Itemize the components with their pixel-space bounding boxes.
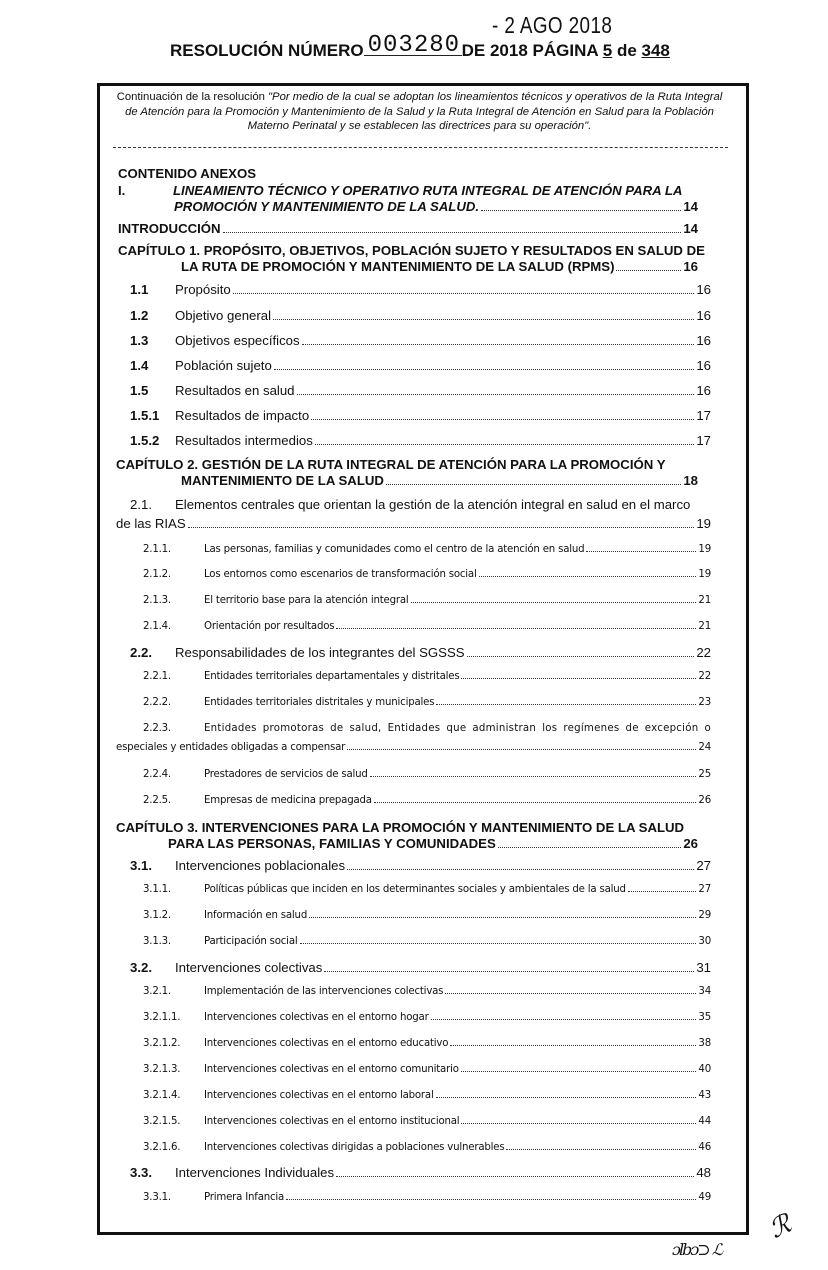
toc-chapter-1-line1: CAPÍTULO 1. PROPÓSITO, OBJETIVOS, POBLACIÓN SUJETO Y RESULTADOS EN SALUD DE: [118, 243, 705, 258]
toc-entry[interactable]: 1.5.1 Resultados de impacto 17: [130, 408, 711, 423]
toc-entry[interactable]: 3.2.1.5. Intervenciones colectivas en el entorno institucional 44: [143, 1116, 711, 1127]
toc-entry[interactable]: 1.5.2 Resultados intermedios 17: [130, 433, 711, 448]
toc-entry[interactable]: 2.1.3. El territorio base para la atención integral 21: [143, 595, 711, 606]
resolution-label: RESOLUCIÓN NÚMERO: [170, 41, 364, 60]
toc-entry-chapter-3[interactable]: PARA LAS PERSONAS, FAMILIAS Y COMUNIDADES 26: [168, 836, 698, 851]
handwritten-initials: ɔlbɔ⊃ ℒ: [672, 1240, 722, 1259]
toc-entry[interactable]: 1.1 Propósito 16: [130, 282, 711, 297]
toc-entry[interactable]: 2.1.1. Las personas, familias y comunidades como el centro de la atención en salud 19: [143, 544, 711, 555]
toc-entry[interactable]: 1.4 Población sujeto 16: [130, 358, 711, 373]
toc-entry[interactable]: 2.2.1. Entidades territoriales departamentales y distritales 22: [143, 671, 711, 682]
toc-entry[interactable]: 3.1.1. Políticas públicas que inciden en los determinantes sociales y ambientales de la salud 27: [143, 884, 711, 895]
toc-entry[interactable]: 3.2.1.3. Intervenciones colectivas en el entorno comunitario 40: [143, 1064, 711, 1075]
toc-chapter-2-line1: CAPÍTULO 2. GESTIÓN DE LA RUTA INTEGRAL DE ATENCIÓN PARA LA PROMOCIÓN Y: [116, 457, 666, 472]
separator-line: [113, 147, 728, 148]
toc-entry[interactable]: 2.2.4. Prestadores de servicios de salud 25: [143, 769, 711, 780]
toc-entry-2-2-3-line2[interactable]: especiales y entidades obligadas a compensar 24: [116, 742, 711, 753]
toc-section-I: I. LINEAMIENTO TÉCNICO Y OPERATIVO RUTA INTEGRAL DE ATENCIÓN PARA LA: [118, 183, 683, 198]
toc-entry[interactable]: 3.2.1. Implementación de las intervenciones colectivas 34: [143, 986, 711, 997]
toc-entry[interactable]: 1.3 Objetivos específicos 16: [130, 333, 711, 348]
page-of-label: de: [616, 41, 637, 60]
year-page-label: DE 2018 PÁGINA: [461, 41, 598, 60]
toc-entry-3-3[interactable]: 3.3. Intervenciones Individuales 48: [130, 1165, 711, 1180]
continuation-quote: "Por medio de la cual se adoptan los lineamientos técnicos y operativos de la Ruta Integral de Atención para la Promoción y Mantenimiento de la Salud y la Ruta Integral de Atención en Salud para la Población Materno Perinatal y se establecen las directrices para su operación".: [125, 91, 723, 132]
toc-heading: CONTENIDO ANEXOS: [118, 166, 256, 181]
toc-entry-introduccion[interactable]: INTRODUCCIÓN 14: [118, 221, 698, 236]
toc-chapter-3-line1: CAPÍTULO 3. INTERVENCIONES PARA LA PROMOCIÓN Y MANTENIMIENTO DE LA SALUD: [116, 820, 685, 835]
toc-entry[interactable]: 2.1.4. Orientación por resultados 21: [143, 621, 711, 632]
toc-entry[interactable]: 3.2.1.1. Intervenciones colectivas en el entorno hogar 35: [143, 1012, 711, 1023]
toc-entry-2-2[interactable]: 2.2. Responsabilidades de los integrantes del SGSSS 22: [130, 645, 711, 660]
toc-entry-2-1-line2[interactable]: de las RIAS 19: [116, 516, 711, 531]
toc-entry-chapter-2[interactable]: MANTENIMIENTO DE LA SALUD 18: [181, 473, 698, 488]
toc-entry[interactable]: 2.1.2. Los entornos como escenarios de transformación social 19: [143, 569, 711, 580]
toc-entry[interactable]: 3.1.2. Información en salud 29: [143, 910, 711, 921]
handwritten-signature: ℛ: [764, 1209, 797, 1245]
toc-entry[interactable]: 3.2.1.6. Intervenciones colectivas dirigidas a poblaciones vulnerables 46: [143, 1142, 711, 1153]
toc-entry[interactable]: 3.2.1.2. Intervenciones colectivas en el entorno educativo 38: [143, 1038, 711, 1049]
page-number: 5: [602, 41, 613, 60]
toc-entry[interactable]: 3.2.1.4. Intervenciones colectivas en el entorno laboral 43: [143, 1090, 711, 1101]
toc-entry-chapter-1[interactable]: LA RUTA DE PROMOCIÓN Y MANTENIMIENTO DE LA SALUD (RPMS) 16: [181, 259, 698, 274]
toc-entry[interactable]: 2.2.2. Entidades territoriales distritales y municipales 23: [143, 697, 711, 708]
continuation-note: [112, 90, 727, 134]
toc-entry[interactable]: 1.2 Objetivo general 16: [130, 308, 711, 323]
continuation-prefix: Continuación de la resolución: [116, 91, 269, 103]
toc-entry[interactable]: 3.3.1. Primera Infancia 49: [143, 1192, 711, 1203]
toc-entry-3-1[interactable]: 3.1. Intervenciones poblacionales 27: [130, 858, 711, 873]
toc-entry-2-2-3-line1[interactable]: 2.2.3. Entidades promotoras de salud, Entidades que administran los regímenes de excepción o: [143, 723, 711, 734]
total-pages: 348: [641, 41, 670, 60]
toc-entry-3-2[interactable]: 3.2. Intervenciones colectivas 31: [130, 960, 711, 975]
toc-entry[interactable]: 3.1.3. Participación social 30: [143, 936, 711, 947]
resolution-header: [170, 32, 670, 61]
date-stamp: - 2 AGO 2018: [492, 12, 613, 38]
toc-entry[interactable]: 2.2.5. Empresas de medicina prepagada 26: [143, 795, 711, 806]
toc-entry-2-1-line1[interactable]: 2.1. Elementos centrales que orientan la gestión de la atención integral en salud en el marco: [130, 497, 691, 512]
resolution-number-field: [364, 32, 462, 59]
resolution-number: 003280: [367, 32, 461, 59]
toc-entry[interactable]: PROMOCIÓN Y MANTENIMIENTO DE LA SALUD. 14: [174, 199, 698, 214]
toc-entry[interactable]: 1.5 Resultados en salud 16: [130, 383, 711, 398]
